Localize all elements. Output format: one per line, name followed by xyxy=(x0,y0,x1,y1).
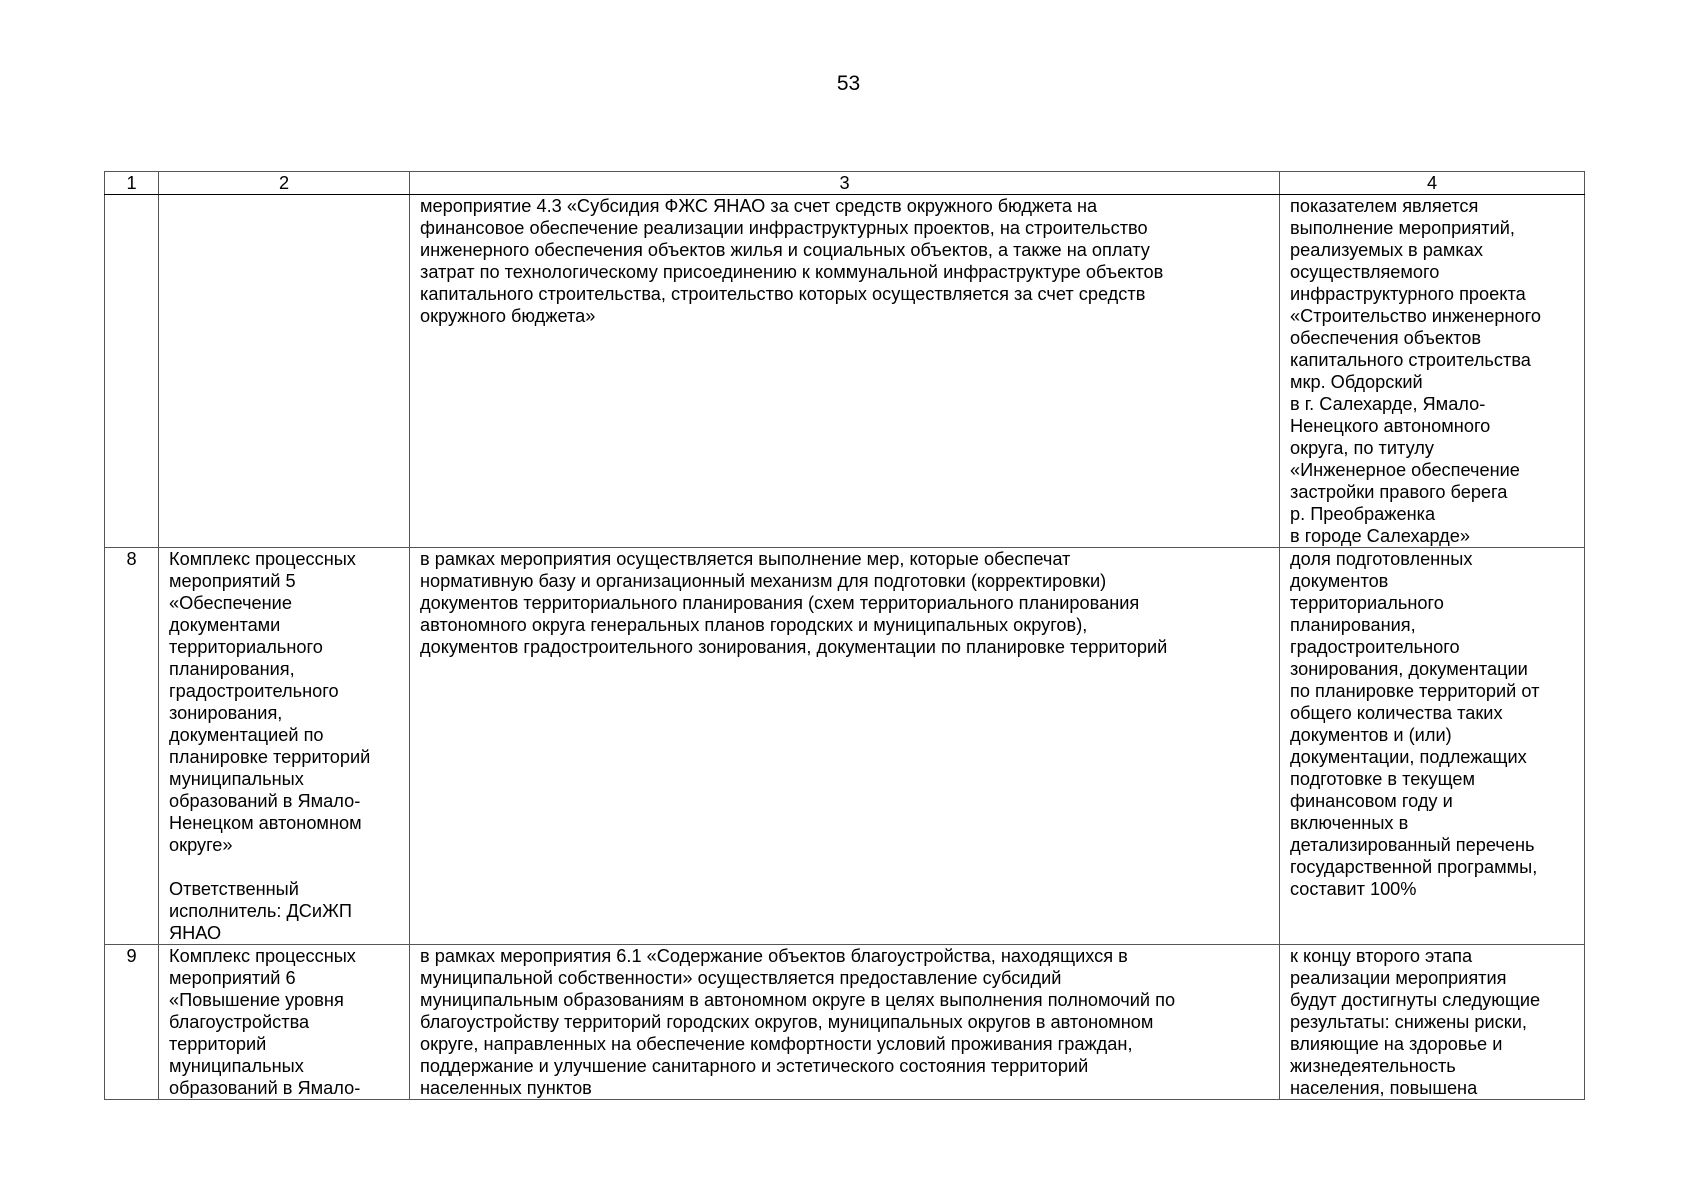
header-col-4: 4 xyxy=(1280,172,1585,195)
row-description: мероприятие 4.3 «Субсидия ФЖС ЯНАО за счет средств окружного бюджета на финансовое обеспечение реализации инфраструктурных проектов, на строительство инженерного обеспечения объектов жилья и социальных объектов, а также на оплату затрат по технологическому присоединению к коммунальной инфраструктуре объектов капитального строительства, строительство которых осуществляется за счет средств окружного бюджета» xyxy=(410,195,1280,548)
table-header-row xyxy=(105,172,1585,195)
row-result: показателем является выполнение мероприятий, реализуемых в рамках осуществляемого инфраструктурного проекта «Строительство инженерного обеспечения объектов капитального строительства мкр. Обдорский в г. Салехарде, Ямало- Ненецкого автономного округа, по титулу «Инженерное обеспечение застройки правого берега р. Преображенка в городе Салехарде» xyxy=(1280,195,1585,548)
row-program-name: Комплекс процессных мероприятий 5 «Обеспечение документами территориального планирования, градостроительного зонирования, документацией по планировке территорий муниципальных образований в Ямало- Ненецком автономном округе» Ответственный исполнитель: ДСиЖП ЯНАО xyxy=(159,548,410,945)
row-number: 8 xyxy=(105,548,159,945)
row-description: в рамках мероприятия осуществляется выполнение мер, которые обеспечат нормативную базу и организационный механизм для подготовки (корректировки) документов территориального планирования (схем территориального планирования автономного округа генеральных планов городских и муниципальных округов), документов градостроительного зонирования, документации по планировке территорий xyxy=(410,548,1280,945)
table-row xyxy=(105,548,1585,945)
header-col-3: 3 xyxy=(410,172,1280,195)
row-description: в рамках мероприятия 6.1 «Содержание объектов благоустройства, находящихся в муниципальной собственности» осуществляется предоставление субсидий муниципальным образованиям в автономном округе в целях выполнения полномочий по благоустройству территорий городских округов, муниципальных округов в автономном округе, направленных на обеспечение комфортности условий проживания граждан, поддержание и улучшение санитарного и эстетического состояния территорий населенных пунктов xyxy=(410,945,1280,1100)
table-row xyxy=(105,195,1585,548)
row-result: к концу второго этапа реализации мероприятия будут достигнуты следующие результаты: снижены риски, влияющие на здоровье и жизнедеятельность населения, повышена xyxy=(1280,945,1585,1100)
header-col-1: 1 xyxy=(105,172,159,195)
row-number: 9 xyxy=(105,945,159,1100)
page-number: 53 xyxy=(836,72,861,95)
row-result: доля подготовленных документов территориального планирования, градостроительного зонирования, документации по планировке территорий от общего количества таких документов и (или) документации, подлежащих подготовке в текущем финансовом году и включенных в детализированный перечень государственной программы, составит 100% xyxy=(1280,548,1585,945)
header-col-2: 2 xyxy=(159,172,410,195)
table-row xyxy=(105,945,1585,1100)
measures-table xyxy=(104,171,1585,1100)
row-number xyxy=(105,195,159,548)
row-program-name: Комплекс процессных мероприятий 6 «Повышение уровня благоустройства территорий муниципальных образований в Ямало- xyxy=(159,945,410,1100)
row-program-name xyxy=(159,195,410,548)
